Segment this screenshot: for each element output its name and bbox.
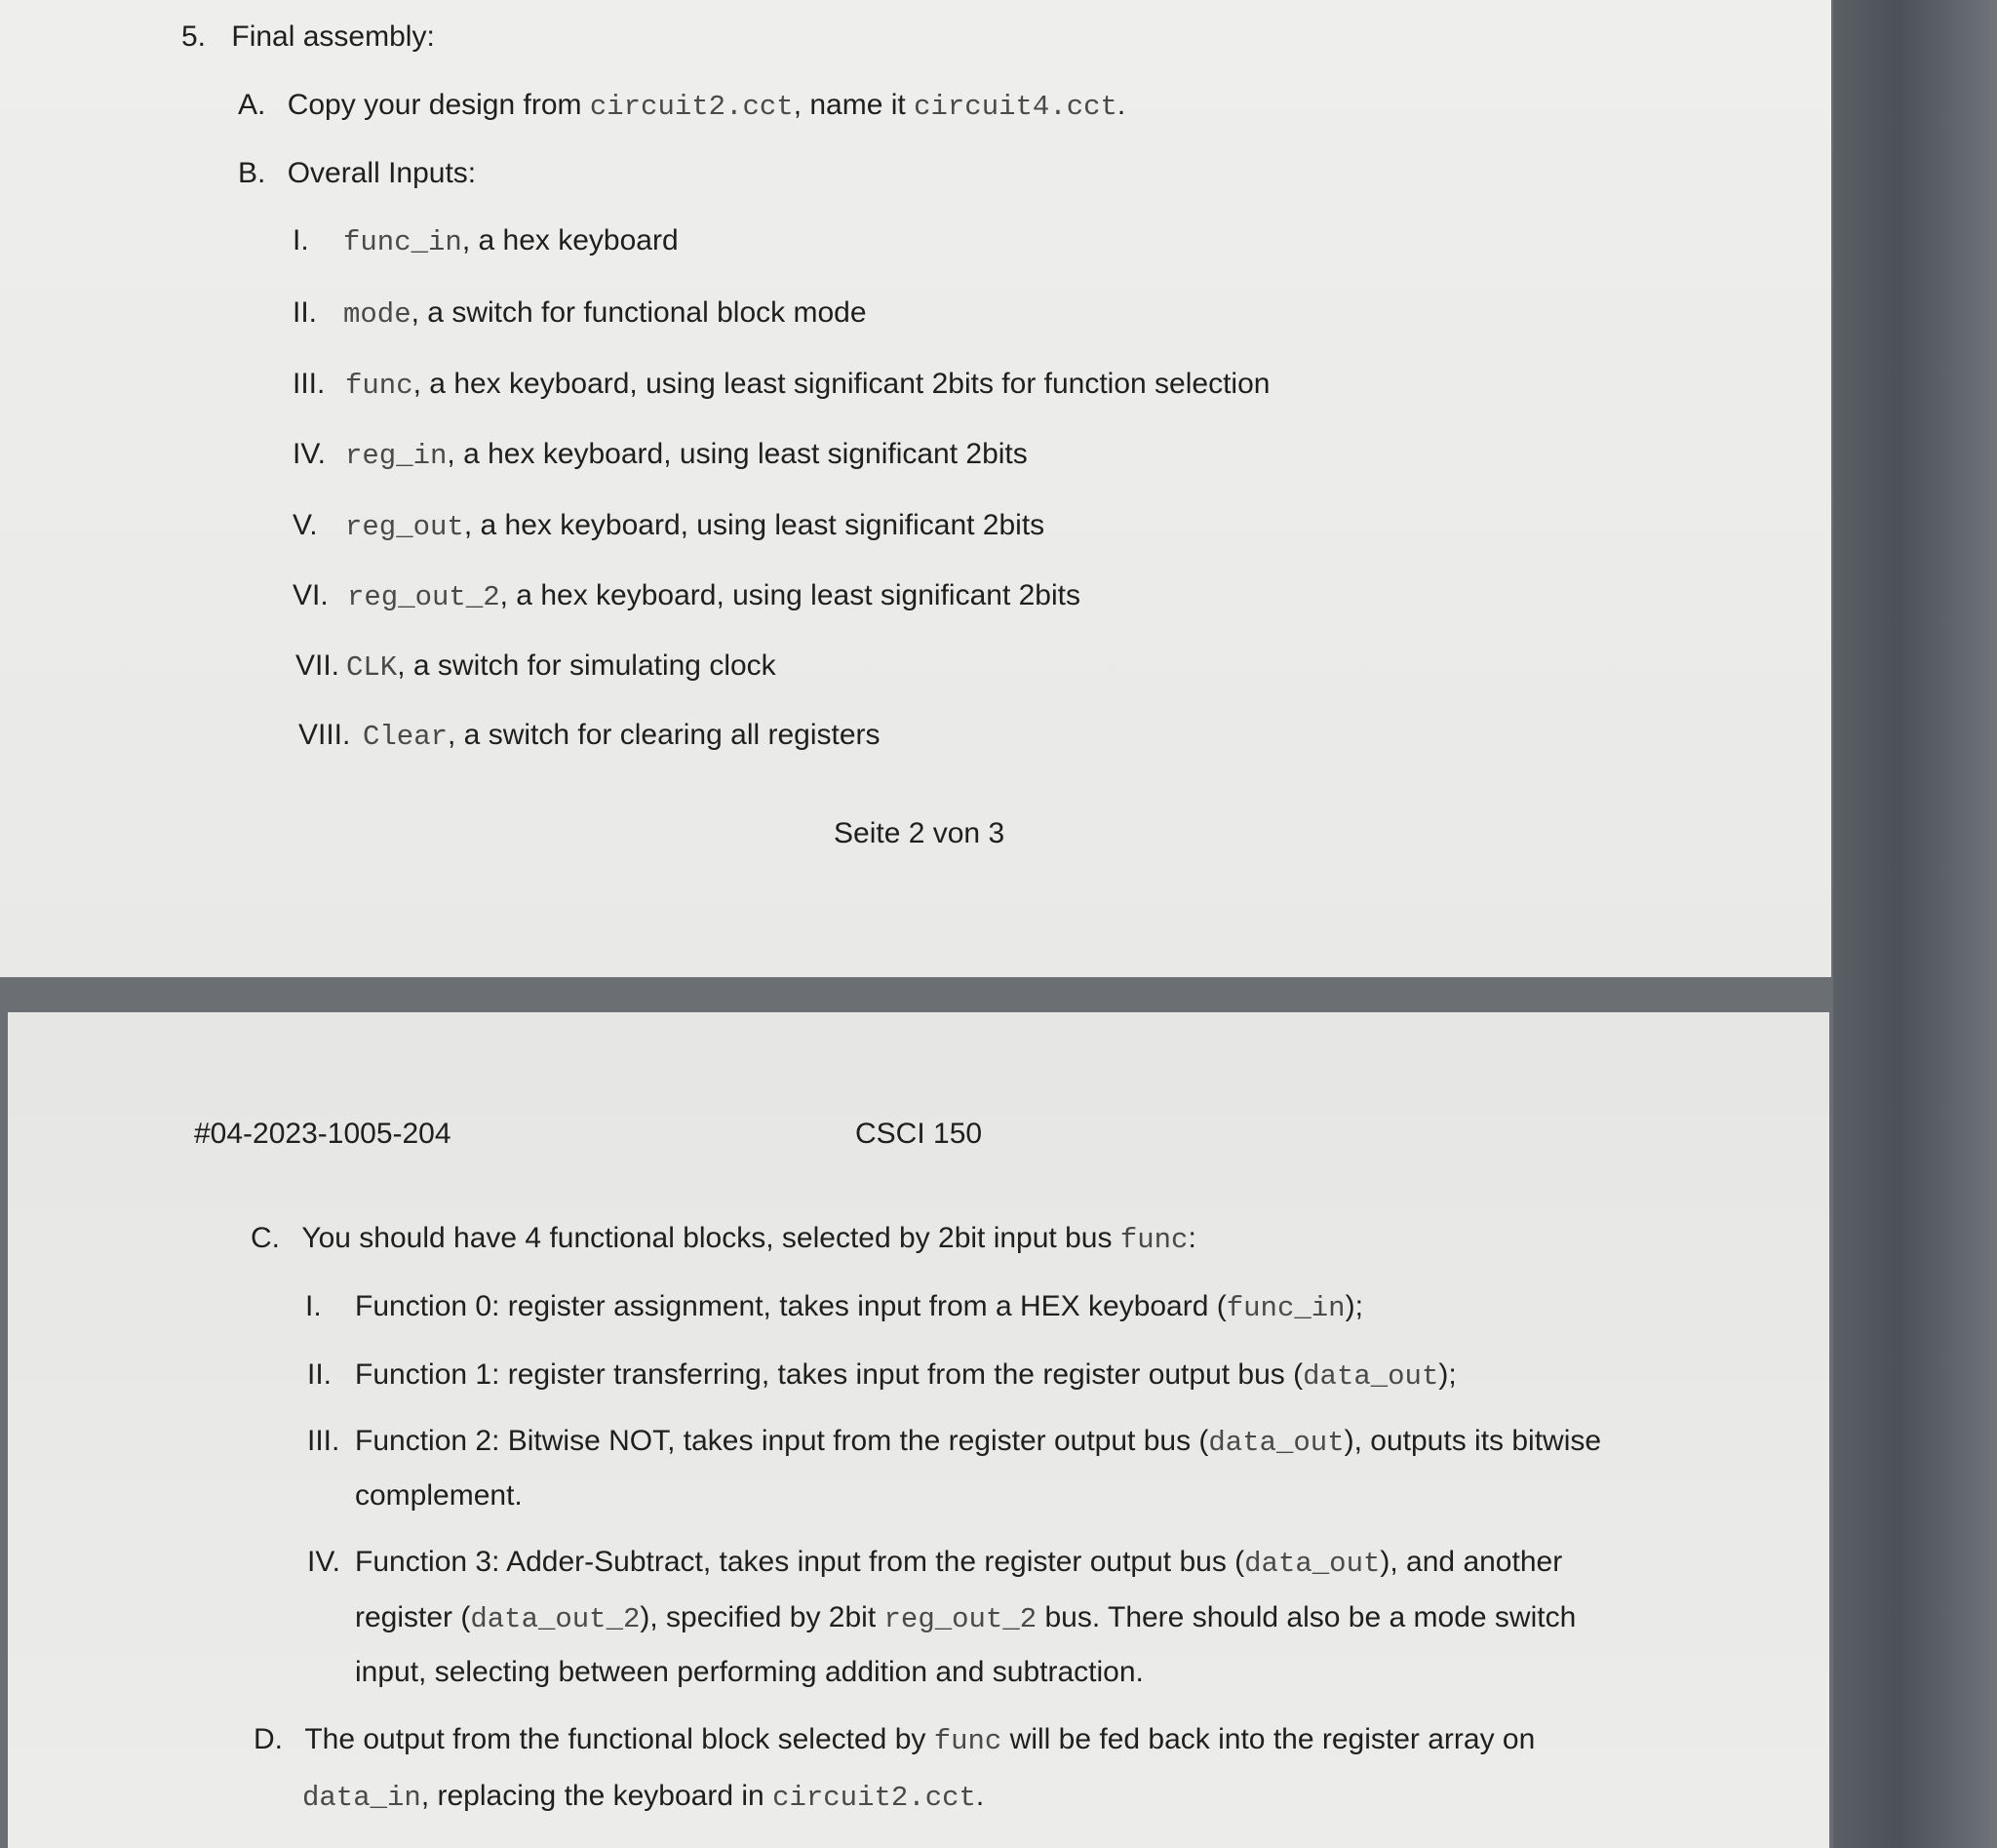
text: The output from the functional block selected by [304,1723,934,1755]
function-item-continued: complement. [355,1479,523,1512]
signal-name: reg_out [345,511,464,543]
input-item [293,437,1028,474]
document-page-2 [0,0,1831,977]
text: , a hex keyboard, using least significant 2bits [463,509,1045,541]
input-item [293,578,1080,615]
signal-name: func [345,370,413,402]
input-item [298,718,881,755]
text: ); [1438,1358,1457,1391]
signal-name: reg_in [345,440,448,472]
roman-numeral: VI. [293,579,329,611]
roman-numeral: III. [307,1425,340,1457]
text: Copy your design from [287,89,590,121]
signal-name: data_out [1244,1548,1381,1580]
roman-numeral: II. [293,296,318,329]
text: will be fed back into the register array on [1001,1723,1536,1755]
function-item [307,1424,1601,1461]
item-text: Final assembly: [231,20,435,53]
header-document-id: #04-2023-1005-204 [194,1118,451,1150]
text: ); [1345,1290,1363,1322]
signal-name: reg_out_2 [347,581,500,613]
signal-name: Clear [363,721,449,753]
code-filename: circuit4.cct [914,91,1117,123]
item-c [251,1221,1196,1258]
text: register ( [355,1601,471,1633]
input-item [295,649,776,686]
signal-name: CLK [346,651,398,684]
text: , a hex keyboard, using least significant 2bits [499,579,1080,611]
text: , a hex keyboard [461,224,679,256]
text: , a switch for functional block mode [411,296,867,329]
signal-name: data_out_2 [470,1603,641,1635]
text: , a hex keyboard, using least significant 2bits for function selection [412,368,1271,400]
header-course: CSCI 150 [855,1118,983,1150]
item-letter: D. [254,1723,283,1755]
text: . [1116,89,1126,121]
roman-numeral: I. [293,224,309,256]
signal-name: data_in [302,1782,421,1814]
signal-name: mode [343,298,411,331]
roman-numeral: IV. [307,1546,340,1578]
text: , a switch for clearing all registers [448,719,881,751]
item-5 [181,20,435,55]
page-footer: Seite 2 von 3 [834,817,1005,849]
signal-name: reg_out_2 [883,1603,1038,1635]
roman-numeral: VII. [295,649,340,682]
signal-name: func_in [343,226,462,258]
input-item [293,367,1270,404]
input-item [293,295,867,333]
text: , name it [793,89,915,121]
roman-numeral: VIII. [298,719,351,751]
text: bus. There should also be a mode switch [1037,1601,1577,1633]
function-item [307,1545,1562,1582]
text: You should have 4 functional blocks, selected by 2bit input bus [301,1222,1120,1254]
signal-name: func_in [1226,1292,1346,1324]
roman-numeral: III. [293,368,326,400]
function-item [307,1357,1457,1395]
text: Function 1: register transferring, takes input from the register output bus ( [355,1358,1304,1391]
function-item-continued: input, selecting between performing addition and subtraction. [355,1656,1144,1688]
document-page-3 [8,1012,1829,1848]
text: ), outputs its bitwise [1344,1425,1602,1457]
roman-numeral: IV. [293,438,326,470]
text: , a hex keyboard, using least significant 2bits [447,438,1028,470]
code-filename: circuit2.cct [772,1782,976,1814]
function-item [305,1289,1363,1326]
signal-name: func [933,1725,1002,1757]
signal-name: data_out [1208,1427,1345,1459]
background-edge [1833,0,1997,1848]
text: , a switch for simulating clock [397,649,776,682]
signal-name: data_out [1303,1360,1439,1393]
text: , replacing the keyboard in [420,1780,773,1812]
code-filename: circuit2.cct [589,91,794,123]
item-letter: B. [238,157,266,189]
item-letter: A. [238,89,266,121]
text: : [1188,1222,1196,1254]
text: Function 0: register assignment, takes input from a HEX keyboard ( [355,1290,1227,1322]
item-text: Overall Inputs: [287,157,477,189]
text: ), specified by 2bit [640,1601,884,1633]
function-item-continued [355,1600,1576,1637]
text: . [975,1780,985,1812]
roman-numeral: I. [305,1290,322,1322]
roman-numeral: V. [293,509,318,541]
item-b [238,156,476,191]
signal-name: func [1119,1224,1189,1256]
item-letter: C. [251,1222,280,1254]
input-item [293,508,1044,545]
text: Function 2: Bitwise NOT, takes input from the register output bus ( [355,1425,1209,1457]
text: ), and another [1380,1546,1563,1578]
text: Function 3: Adder-Subtract, takes input from the register output bus ( [355,1546,1245,1578]
roman-numeral: II. [307,1358,333,1391]
item-number: 5. [181,20,207,53]
input-item [293,223,679,260]
item-a [238,88,1125,125]
item-d [254,1722,1535,1759]
item-d-continued [302,1779,984,1816]
